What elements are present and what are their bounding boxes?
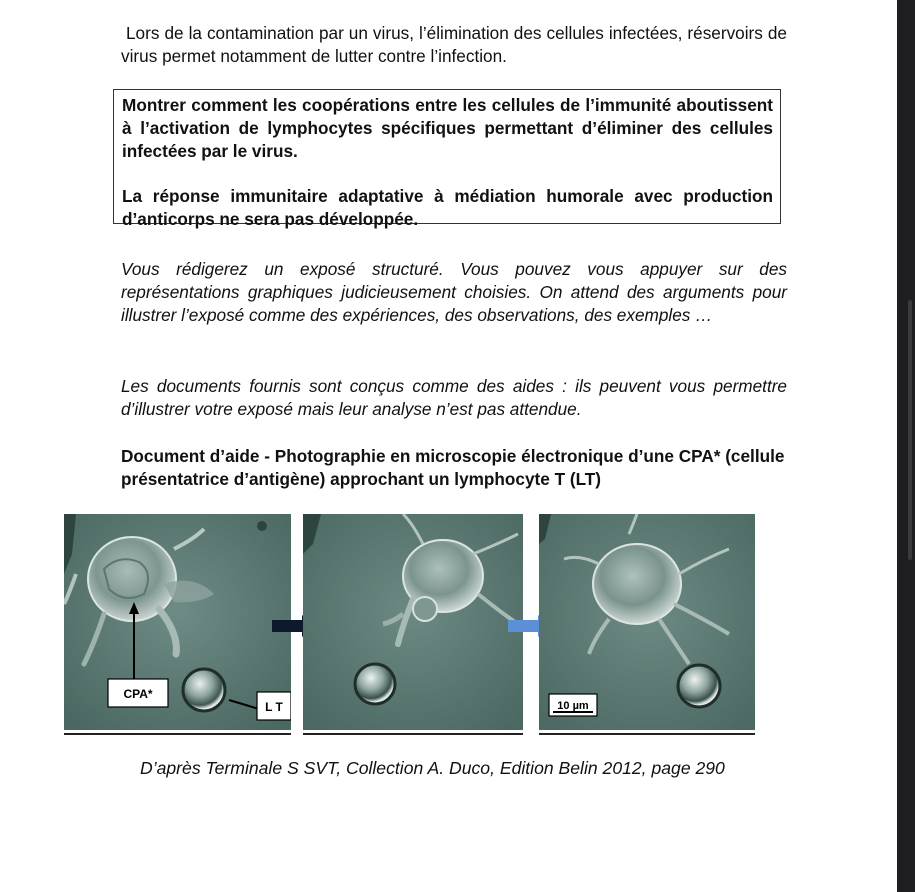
source-caption: D’après Terminale S SVT, Collection A. Duco, Edition Belin 2012, page 290 bbox=[140, 758, 725, 778]
scrollbar-thumb[interactable] bbox=[908, 300, 912, 560]
box-restriction-text: La réponse immunitaire adaptative à médiation humorale avec production d’anticorps ne sera pas développée. bbox=[122, 186, 773, 229]
underline-3 bbox=[539, 733, 755, 735]
intro-paragraph: Lors de la contamination par un virus, l’élimination des cellules infectées, réservoirs de virus permet notamment de lutter contre l’infection. bbox=[121, 23, 787, 66]
viewer-edge bbox=[897, 0, 915, 892]
underline-1 bbox=[64, 733, 291, 735]
underline-2 bbox=[303, 733, 523, 735]
micrograph-1 bbox=[64, 514, 291, 730]
instructions-paragraph-1: Vous rédigerez un exposé structuré. Vous pouvez vous appuyer sur des représentations graphiques judicieusement choisies. On attend des arguments pour illustrer l’exposé comme des expériences, des observations, des exemples … bbox=[121, 259, 787, 325]
instructions-paragraph-2: Les documents fournis sont conçus comme des aides : ils peuvent vous permettre d’illustrer votre exposé mais leur analyse n’est pas attendue. bbox=[121, 376, 787, 419]
document-title: Document d’aide - Photographie en microscopie électronique d’une CPA* (cellule présentatrice d’antigène) approchant un lymphocyte T (LT) bbox=[121, 446, 785, 489]
box-task-text: Montrer comment les coopérations entre les cellules de l’immunité aboutissent à l’activation de lymphocytes spécifiques permettant d’éliminer des cellules infectées par le virus. bbox=[122, 95, 773, 161]
label-cpa: CPA* bbox=[123, 687, 153, 701]
label-scale: 10 µm bbox=[557, 700, 589, 712]
instruction-box bbox=[113, 89, 781, 229]
micrograph-2 bbox=[303, 514, 530, 730]
micrograph-3 bbox=[539, 514, 755, 730]
label-lt: L T bbox=[265, 700, 283, 714]
